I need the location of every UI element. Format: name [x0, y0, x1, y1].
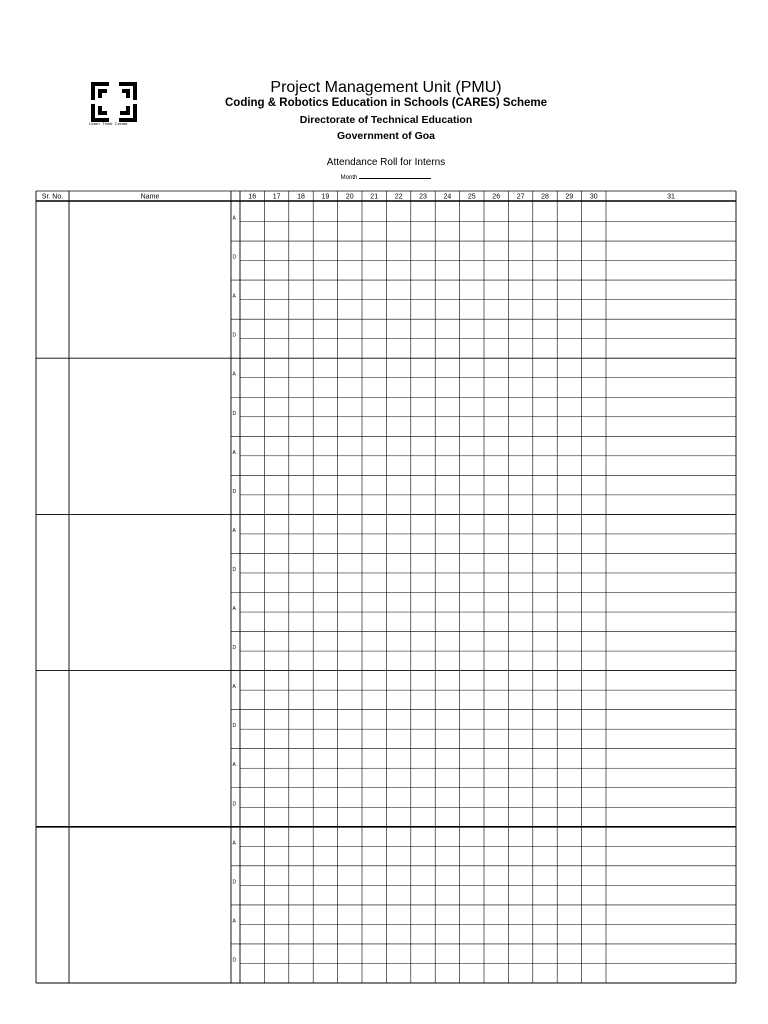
col-header-day-26: 26	[492, 193, 501, 201]
header-government: Government of Goa	[336, 130, 435, 142]
subrow-label-A: A	[232, 527, 236, 534]
col-header-day-19: 19	[321, 193, 330, 201]
header-department: Directorate of Technical Education	[299, 114, 473, 126]
subrow-label-D: D	[232, 801, 237, 808]
col-header-day-30: 30	[589, 193, 598, 201]
subrow-label-D: D	[232, 723, 237, 730]
subrow-label-D: D	[232, 957, 237, 964]
subrow-label-A: A	[232, 293, 236, 300]
subrow-label-D: D	[232, 645, 237, 652]
subrow-label-D: D	[232, 410, 237, 417]
subrow-label-A: A	[232, 449, 236, 456]
logo-tagline: Learn. Think. Create.	[89, 121, 129, 126]
col-header-day-20: 20	[345, 193, 354, 201]
subrow-label-A: A	[232, 684, 236, 691]
header-subtitle: Coding & Robotics Education in Schools (CARES) Scheme	[224, 97, 548, 109]
col-header-day-22: 22	[394, 193, 403, 201]
col-header-day-18: 18	[297, 193, 305, 201]
header-title: Project Management Unit (PMU)	[270, 79, 502, 96]
col-header-day-17: 17	[272, 193, 281, 201]
subrow-label-A: A	[232, 606, 236, 613]
col-header-day-24: 24	[443, 193, 452, 201]
col-header-day-23: 23	[419, 193, 427, 201]
col-header-day-16: 16	[248, 193, 257, 201]
subrow-label-D: D	[232, 566, 237, 573]
subrow-label-A: A	[232, 918, 236, 925]
col-header-day-29: 29	[565, 193, 574, 201]
month-label: Month	[340, 175, 358, 181]
col-header-day-25: 25	[467, 193, 476, 201]
subrow-label-A: A	[232, 840, 236, 847]
subrow-label-A: A	[232, 215, 236, 222]
col-header-sr-no: Sr. No.	[41, 193, 64, 201]
col-header-day-27: 27	[516, 193, 525, 201]
subrow-label-D: D	[232, 488, 237, 495]
subrow-label-D: D	[232, 879, 237, 886]
subrow-label-A: A	[232, 762, 236, 769]
col-header-day-31: 31	[667, 193, 675, 201]
subrow-label-A: A	[232, 371, 236, 378]
form-title: Attendance Roll for Interns	[326, 157, 446, 168]
subrow-label-D: D	[232, 254, 237, 261]
col-header-day-28: 28	[541, 193, 549, 201]
subrow-label-D: D	[232, 332, 237, 339]
col-header-day-21: 21	[370, 193, 379, 201]
col-header-name: Name	[140, 193, 160, 201]
